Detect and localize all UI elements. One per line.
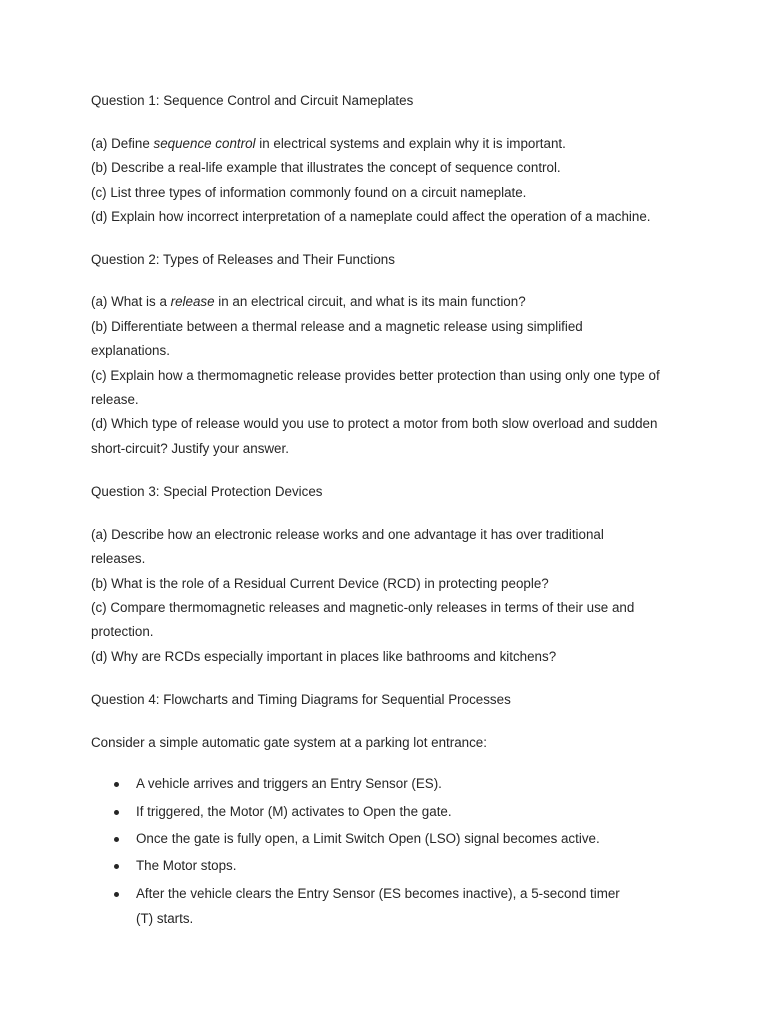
bullet-dot-icon xyxy=(114,864,119,869)
q2-part-a xyxy=(91,294,526,310)
q2-a-post: in an electrical circuit, and what is its main function? xyxy=(214,294,526,309)
q3-part-d: (d) Why are RCDs especially important in places like bathrooms and kitchens? xyxy=(91,649,557,664)
q3-part-b: (b) What is the role of a Residual Current Device (RCD) in protecting people? xyxy=(91,576,549,591)
q4-bullet-3: Once the gate is fully open, a Limit Switch Open (LSO) signal becomes active. xyxy=(136,831,600,846)
q2-part-d-line2: short-circuit? Justify your answer. xyxy=(91,441,289,456)
q2-part-c-line2: release. xyxy=(91,392,139,407)
q2-part-b-line2: explanations. xyxy=(91,343,170,358)
q1-a-post: in electrical systems and explain why it is important. xyxy=(255,136,566,151)
q1-part-a xyxy=(91,136,566,152)
q4-bullet-1: A vehicle arrives and triggers an Entry Sensor (ES). xyxy=(136,776,442,791)
q2-a-term: release xyxy=(170,294,215,309)
q1-a-term: sequence control xyxy=(153,136,256,151)
q3-part-a-line2: releases. xyxy=(91,551,146,566)
q3-part-a-line1: (a) Describe how an electronic release works and one advantage it has over traditional xyxy=(91,527,604,542)
q4-bullet-5: After the vehicle clears the Entry Sensor (ES becomes inactive), a 5-second timer xyxy=(136,886,620,901)
q2-part-d-line1: (d) Which type of release would you use to protect a motor from both slow overload and sudden xyxy=(91,416,658,431)
q4-intro: Consider a simple automatic gate system at a parking lot entrance: xyxy=(91,735,487,750)
bullet-dot-icon xyxy=(114,892,119,897)
q2-part-b-line1: (b) Differentiate between a thermal release and a magnetic release using simplified xyxy=(91,319,583,334)
q1-part-c: (c) List three types of information commonly found on a circuit nameplate. xyxy=(91,185,527,200)
q2-part-c-line1: (c) Explain how a thermomagnetic release provides better protection than using only one type of xyxy=(91,368,660,383)
q2-heading: Question 2: Types of Releases and Their Functions xyxy=(91,252,395,267)
bullet-dot-icon xyxy=(114,837,119,842)
q4-heading: Question 4: Flowcharts and Timing Diagrams for Sequential Processes xyxy=(91,692,511,707)
q1-heading: Question 1: Sequence Control and Circuit Nameplates xyxy=(91,93,414,108)
q1-part-b: (b) Describe a real-life example that illustrates the concept of sequence control. xyxy=(91,160,561,175)
bullet-dot-icon xyxy=(114,810,119,815)
q4-bullet-5-continued: (T) starts. xyxy=(136,911,194,926)
bullet-dot-icon xyxy=(114,782,119,787)
q3-heading: Question 3: Special Protection Devices xyxy=(91,484,323,499)
q4-bullet-2: If triggered, the Motor (M) activates to Open the gate. xyxy=(136,804,452,819)
q1-a-pre: (a) Define xyxy=(91,136,154,151)
q1-part-d: (d) Explain how incorrect interpretation of a nameplate could affect the operation of a machine. xyxy=(91,209,651,224)
q3-part-c-line2: protection. xyxy=(91,624,154,639)
q2-a-pre: (a) What is a xyxy=(91,294,171,309)
q3-part-c-line1: (c) Compare thermomagnetic releases and magnetic-only releases in terms of their use and xyxy=(91,600,635,615)
q4-bullet-4: The Motor stops. xyxy=(136,858,237,873)
